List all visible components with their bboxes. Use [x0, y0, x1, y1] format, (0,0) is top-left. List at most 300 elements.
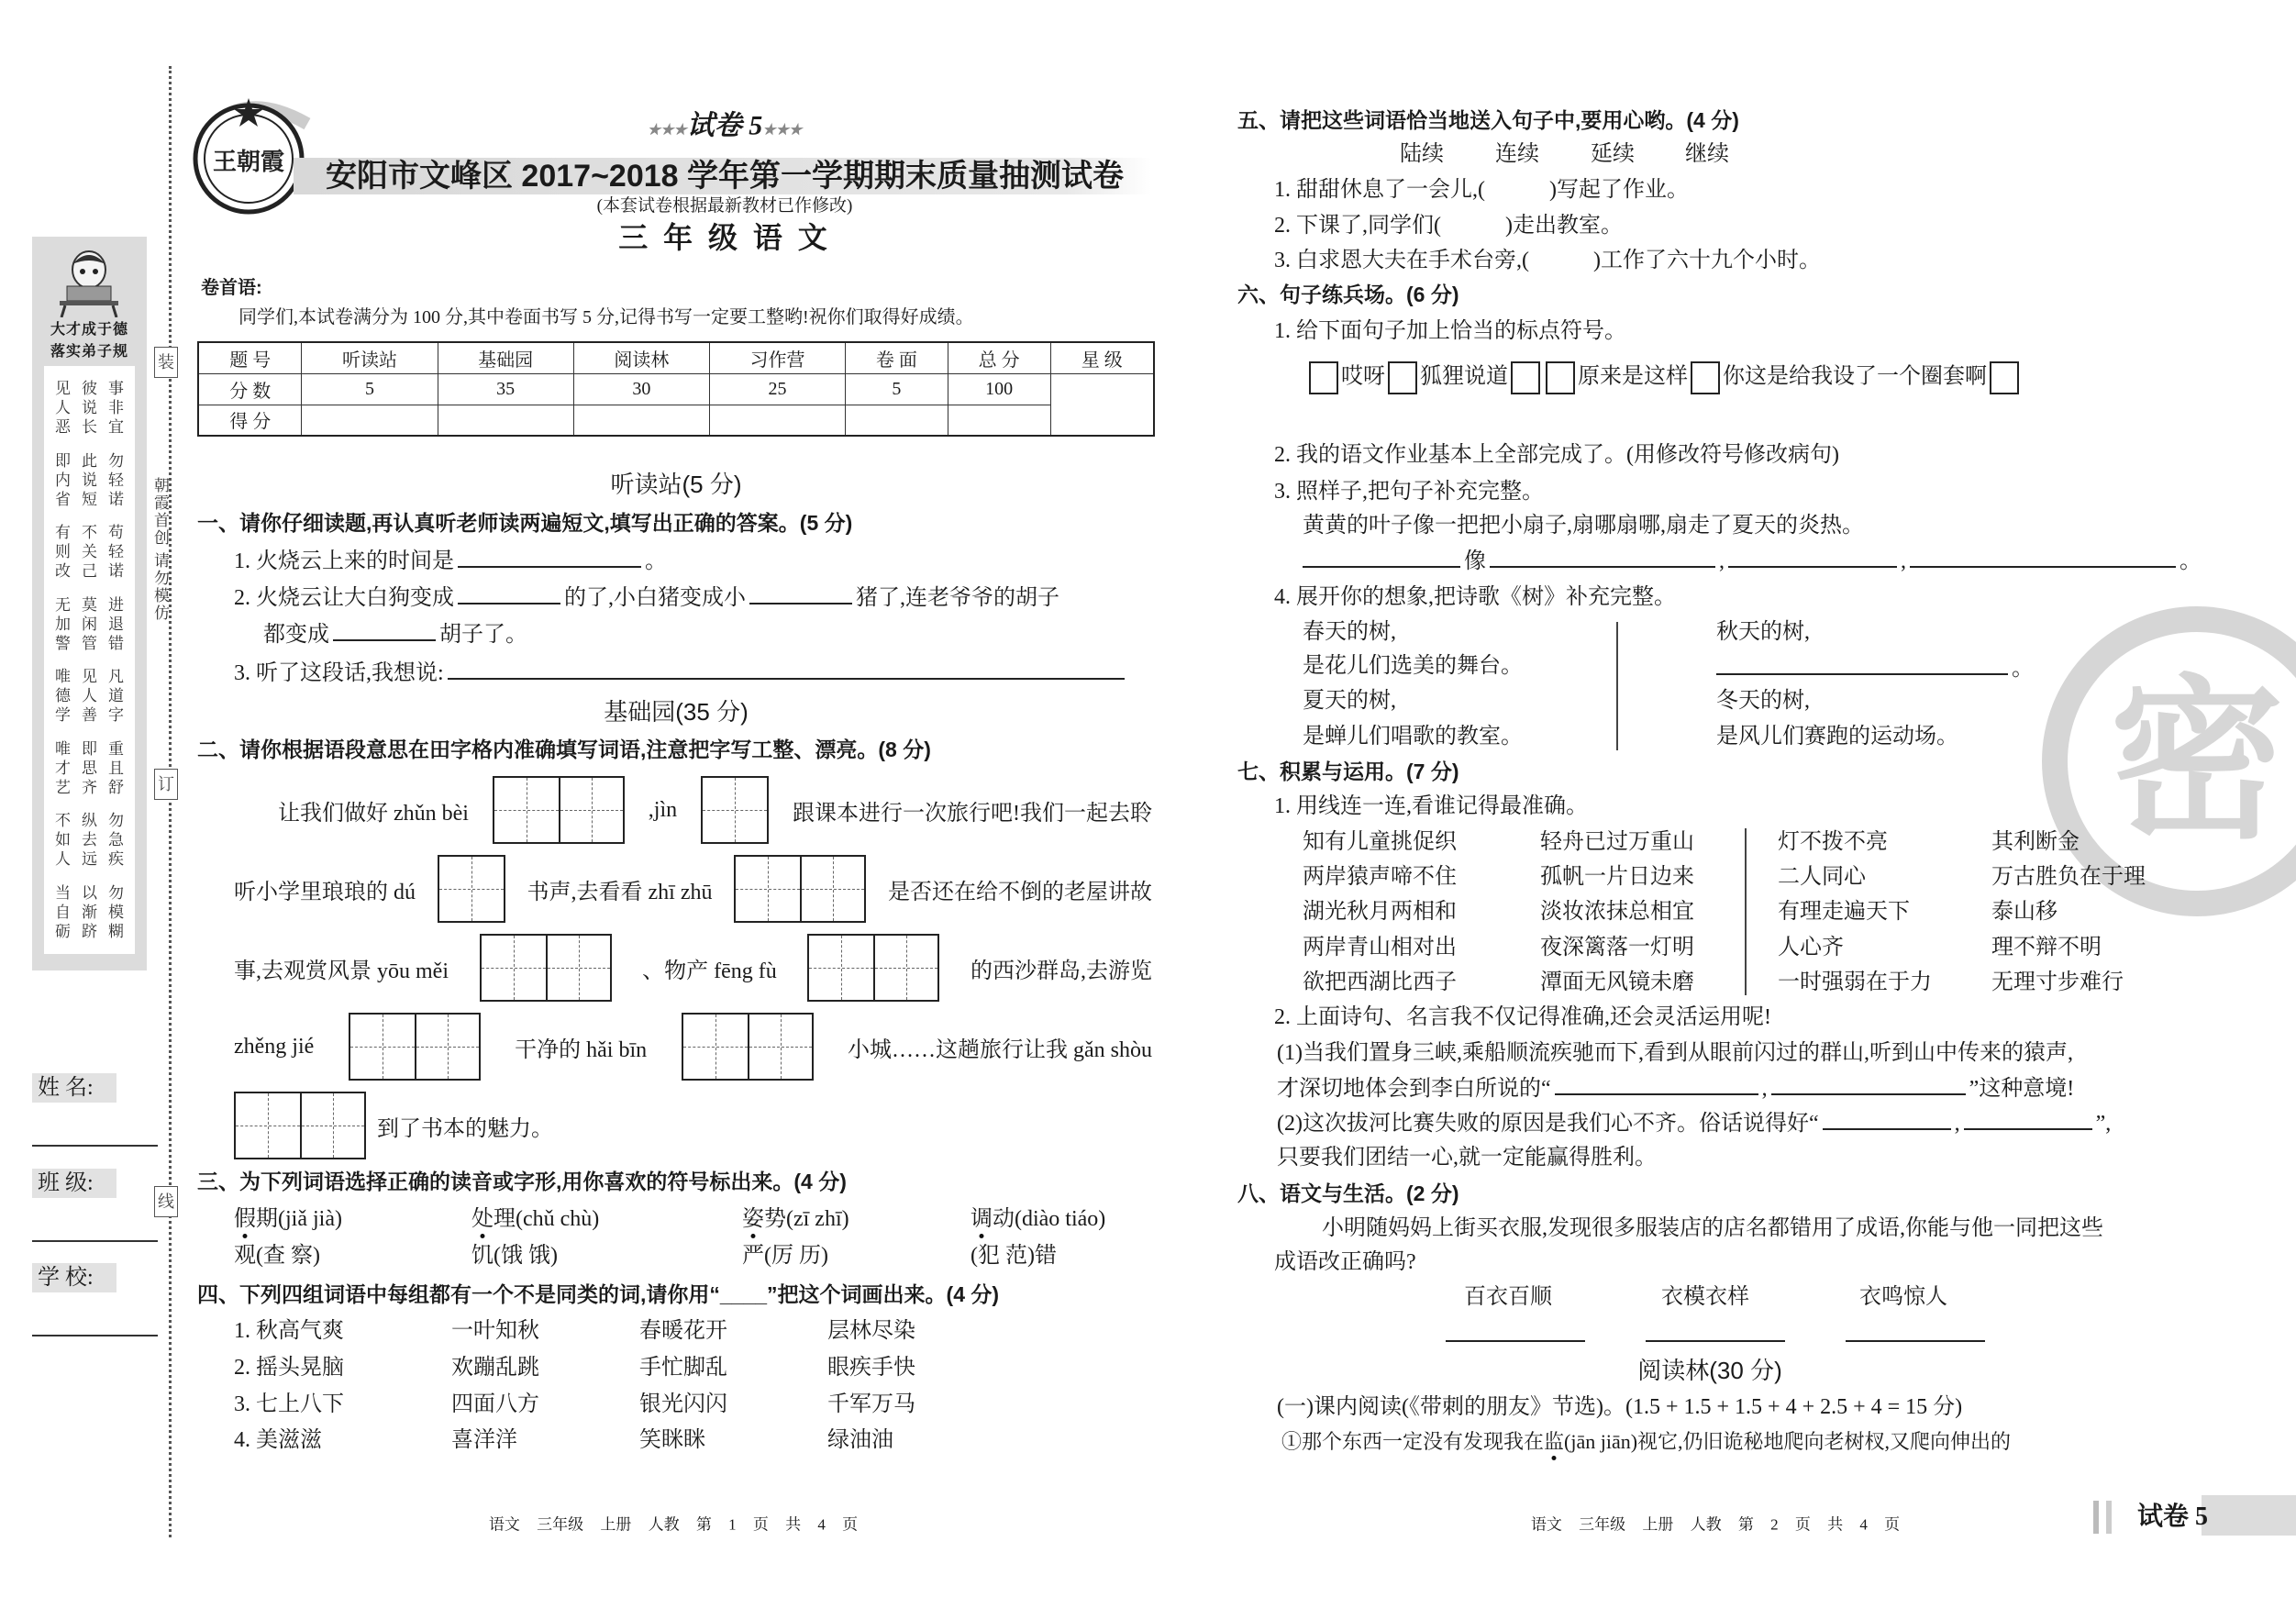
pinyin-choice[interactable]: 期(jiǎ jià) — [256, 1207, 342, 1231]
poem-line: 夏天的树, — [1303, 689, 1396, 713]
word-option: 继续 — [1685, 142, 1729, 166]
question-text: 小明随妈妈上街买衣服,发现很多服装店的店名都错用了成语,你能与他一同把这些 — [1322, 1216, 2103, 1240]
word-item[interactable]: 笑眯眯 — [639, 1428, 705, 1452]
match-item[interactable]: 轻舟已过万重山 — [1540, 830, 1694, 854]
match-item[interactable]: 知有儿童挑促织 — [1303, 830, 1457, 854]
stars-icon: ★★★ — [762, 122, 803, 139]
question-text: 。 — [645, 549, 667, 573]
tianzige-row — [234, 934, 1152, 1002]
verse-char: 纵 — [82, 812, 97, 830]
question-text: 1. 用线连一连,看谁记得最准确。 — [1274, 794, 1588, 818]
word-option: 延续 — [1591, 142, 1635, 166]
copyright-notice: 朝霞首创 请勿模仿 — [151, 477, 169, 623]
word-option: 陆续 — [1400, 142, 1444, 166]
verse-char: 远 — [82, 850, 97, 869]
divider — [1616, 622, 1618, 750]
question-text: 成语改正确吗? — [1274, 1250, 1416, 1274]
tianzige-row — [278, 776, 1152, 844]
sentence-fragment: 原来是这样 — [1578, 364, 1688, 389]
match-item[interactable]: 欲把西湖比西子 — [1303, 970, 1457, 994]
question-text: 3. 听了这段话,我想说: — [234, 661, 444, 685]
verse-char: 改 — [55, 562, 71, 581]
section-title: 听读站(5 分) — [610, 471, 742, 498]
series-label: 试卷 5 — [686, 110, 763, 141]
answer-blank[interactable] — [1646, 1340, 1785, 1342]
question-text: 4. 展开你的想象,把诗歌《树》补充完整。 — [1274, 585, 1676, 609]
table-header: 基础园 — [438, 342, 573, 373]
binding-mark: 订 — [154, 769, 178, 800]
poem-line: 是花儿们选美的舞台。 — [1303, 654, 1523, 678]
question-heading: 二、请你根据语段意思在田字格内准确填写词语,注意把字写工整、漂亮。(8 分) — [197, 738, 931, 761]
tianzige-box[interactable] — [493, 776, 625, 844]
verse-char: 思 — [82, 759, 97, 777]
table-cell: 得 分 — [198, 405, 302, 436]
score-input[interactable] — [438, 405, 573, 436]
verse-char: 即 — [82, 739, 97, 758]
question-heading: 六、句子练兵场。(6 分) — [1237, 283, 1459, 306]
question-text: 猪了,连老爷爷的胡子 — [856, 586, 1059, 610]
table-header: 星 级 — [1050, 342, 1154, 373]
punctuation-box[interactable] — [1388, 361, 1417, 394]
table-cell: 35 — [438, 373, 573, 405]
verse-group — [50, 667, 129, 725]
sidebar-motto: 大才成于德 — [50, 322, 128, 338]
answer-blank[interactable] — [1303, 546, 1460, 568]
dotted-char: 姿 — [742, 1207, 764, 1231]
question-heading: 七、积累与运用。(7 分) — [1237, 760, 1459, 783]
punctuation-box[interactable] — [1511, 361, 1540, 394]
word-option: 连续 — [1495, 142, 1539, 166]
match-item[interactable]: 潭面无风镜未磨 — [1540, 970, 1694, 994]
question-text: )写起了作业。 — [1544, 178, 1689, 202]
match-item[interactable]: 无理寸步难行 — [1991, 970, 2124, 994]
verse-char: 加 — [55, 615, 71, 633]
sentence-fragment: 的西沙群岛,去游览 — [970, 959, 1152, 983]
score-table — [197, 341, 1155, 437]
tianzige-row — [234, 1092, 553, 1159]
exam-note: (本套试卷根据最新教材已作修改) — [596, 196, 853, 216]
verse-char: 关 — [82, 543, 97, 561]
tianzige-row — [234, 855, 1152, 923]
verse-char: 跻 — [82, 922, 97, 940]
table-header: 总 分 — [948, 342, 1050, 373]
verse-char: 勿 — [108, 812, 124, 830]
match-item[interactable]: 湖光秋月两相和 — [1303, 900, 1457, 924]
verse-char: 去 — [82, 831, 97, 849]
sentence-fragment: 狐狸说道 — [1420, 364, 1508, 389]
question-text: (2)这次拔河比赛失败的原因是我们心不齐。俗话说得好“ — [1277, 1112, 1819, 1136]
question-text: )走出教室。 — [1500, 214, 1623, 238]
logo-text: 王朝霞 — [212, 149, 285, 175]
answer-blank[interactable] — [1446, 1340, 1585, 1342]
dotted-char: 假 — [234, 1207, 256, 1231]
verse-group — [50, 883, 129, 941]
score-input[interactable] — [709, 405, 845, 436]
table-header: 卷 面 — [846, 342, 948, 373]
question-heading: 五、请把这些词语恰当地送入句子中,要用心哟。(4 分) — [1237, 108, 1739, 132]
table-row — [198, 405, 1154, 436]
answer-blank[interactable] — [458, 546, 641, 568]
verse-char: 进 — [108, 595, 124, 614]
sentence-fragment: 、物产 fēng fù — [642, 959, 777, 983]
verse-char: 德 — [55, 687, 71, 705]
intro-text: 同学们,本试卷满分为 100 分,其中卷面书写 5 分,记得书写一定要工整哟!祝你们取得好成绩。 — [238, 307, 974, 327]
sentence-fragment: 你这是给我设了一个圈套啊 — [1723, 364, 1987, 389]
question-text: 都变成 — [263, 623, 329, 647]
match-item[interactable]: 孤帆一片日边来 — [1540, 865, 1694, 889]
answer-blank[interactable] — [749, 582, 852, 604]
char-choice[interactable]: 观(查 察) — [234, 1244, 320, 1268]
wrong-idiom: 百衣百顺 — [1464, 1285, 1552, 1309]
star-grade-cell[interactable] — [1050, 373, 1154, 436]
answer-blank[interactable] — [1490, 546, 1715, 568]
verse-char: 渐 — [82, 903, 97, 921]
word-item[interactable]: 3. 七上八下 — [234, 1392, 344, 1416]
word-item[interactable]: 银光闪闪 — [639, 1392, 727, 1416]
match-item[interactable]: 万古胜负在于理 — [1991, 865, 2146, 889]
name-field[interactable] — [32, 1145, 158, 1147]
question-heading: 一、请你仔细读题,再认真听老师读两遍短文,填写出正确的答案。(5 分) — [197, 511, 853, 535]
verse-char: 恶 — [55, 418, 71, 436]
binding-dotted-line — [169, 66, 172, 1537]
verse-char: 长 — [82, 418, 97, 436]
question-text: ”这种意境! — [1969, 1077, 2075, 1101]
verse-char: 人 — [82, 687, 97, 705]
verse-group — [50, 451, 129, 509]
answer-blank[interactable] — [1910, 546, 2176, 568]
match-item[interactable]: 两岸青山相对出 — [1303, 936, 1457, 959]
pinyin-choice[interactable]: 势(zī zhī) — [764, 1207, 849, 1231]
verse-char: 且 — [108, 759, 124, 777]
match-item[interactable]: 灯不拨不亮 — [1778, 830, 1888, 854]
verse-char: 齐 — [82, 778, 97, 796]
word-item[interactable]: 四面八方 — [451, 1392, 539, 1416]
poem-line: 春天的树, — [1303, 620, 1396, 644]
match-item[interactable]: 理不辩不明 — [1991, 936, 2102, 959]
question-text: 1. 甜甜休息了一会儿,( — [1274, 178, 1485, 202]
verse-char: 此 — [82, 451, 97, 470]
word-item[interactable]: 层林尽染 — [827, 1319, 915, 1343]
verse-char: 管 — [82, 634, 97, 652]
word-item[interactable]: 一叶知秋 — [451, 1319, 539, 1343]
reading-text: ①那个东西一定没有发现我在 — [1281, 1430, 1545, 1453]
score-input[interactable] — [573, 405, 709, 436]
punctuation-box[interactable] — [1546, 361, 1575, 394]
question-text: 2. 上面诗句、名言我不仅记得准确,还会灵活运用呢! — [1274, 1005, 1771, 1029]
verse-char: 凡 — [108, 668, 124, 686]
table-cell: 5 — [846, 373, 948, 405]
sentence-fragment: 书声,去看看 zhī zhū — [527, 880, 713, 904]
verse-char: 唯 — [55, 739, 71, 758]
match-item[interactable]: 夜深篱落一灯明 — [1540, 936, 1694, 959]
tianzige-box[interactable] — [807, 934, 939, 1002]
answer-blank[interactable] — [1964, 1108, 2092, 1130]
badge-block — [2202, 1495, 2296, 1536]
question-item — [234, 546, 667, 575]
match-item[interactable]: 两岸猿声啼不住 — [1303, 865, 1457, 889]
verse-group — [50, 739, 129, 797]
verse-char: 诺 — [108, 490, 124, 508]
answer-blank[interactable] — [1728, 546, 1897, 568]
sidebar-panel — [32, 237, 147, 970]
verse-char: 无 — [55, 595, 71, 614]
verse-group — [50, 811, 129, 869]
pinyin-choice[interactable]: 理(chǔ chù) — [494, 1207, 600, 1231]
score-input[interactable] — [846, 405, 948, 436]
verse-char: 见 — [82, 668, 97, 686]
page-footer: 语文 三年级 上册 人教 第 1 页 共 4 页 — [488, 1515, 859, 1534]
svg-text:密: 密 — [2109, 667, 2285, 859]
word-item[interactable]: 喜洋洋 — [451, 1428, 517, 1452]
question-item — [263, 619, 527, 649]
answer-blank[interactable] — [1846, 1340, 1985, 1342]
poem-line: 是蝉儿们唱歌的教室。 — [1303, 725, 1523, 749]
sample-sentence: 黄黄的叶子像一把把小扇子,扇哪扇哪,扇走了夏天的炎热。 — [1303, 514, 1864, 538]
question-item — [234, 658, 1128, 687]
verse-char: 当 — [55, 883, 71, 902]
sentence-fragment: zhěng jié — [234, 1034, 315, 1059]
question-text: ”, — [2095, 1112, 2112, 1136]
pinyin-choice[interactable]: 动(diào tiáo) — [993, 1207, 1106, 1231]
verse-char: 艺 — [55, 778, 71, 796]
tianzige-box[interactable] — [349, 1013, 481, 1081]
match-item[interactable]: 人心齐 — [1778, 936, 1844, 959]
verse-char: 说 — [82, 399, 97, 416]
page-footer: 语文 三年级 上册 人教 第 2 页 共 4 页 — [1530, 1515, 1901, 1534]
punctuation-box[interactable] — [1990, 361, 2019, 394]
tianzige-box[interactable] — [234, 1092, 366, 1159]
paper-series — [647, 110, 803, 145]
verse-char: 模 — [108, 903, 124, 921]
verse-char: 重 — [108, 739, 124, 758]
divider — [1745, 828, 1747, 995]
question-text: )工作了六十九个小时。 — [1588, 249, 1821, 272]
answer-blank[interactable] — [448, 658, 1125, 680]
verse-char: 有 — [55, 524, 71, 542]
word-item[interactable]: 4. 美滋滋 — [234, 1428, 322, 1452]
match-item[interactable]: 有理走遍天下 — [1778, 900, 1910, 924]
section-title: 阅读林(30 分) — [1637, 1357, 1782, 1384]
verse-char: 勿 — [108, 883, 124, 902]
word-item[interactable]: 春暖花开 — [639, 1319, 727, 1343]
punctuation-box[interactable] — [1309, 361, 1338, 394]
section-title: 基础园(35 分) — [604, 698, 749, 726]
verse-char: 宜 — [108, 418, 124, 436]
question-text: 1. 给下面句子加上恰当的标点符号。 — [1274, 319, 1626, 343]
class-field[interactable] — [32, 1240, 158, 1242]
paper-badge: 试卷 5 — [2137, 1503, 2209, 1531]
question-text: 2. 我的语文作业基本上全部完成了。(用修改符号修改病句) — [1274, 443, 1839, 467]
verse-char: 说 — [82, 471, 97, 489]
verse-char: 即 — [55, 451, 71, 470]
word-item[interactable]: 绿油油 — [827, 1428, 893, 1452]
verse-char: 急 — [108, 831, 124, 849]
verse-char: 错 — [108, 634, 124, 652]
answer-blank[interactable] — [1555, 1073, 1758, 1095]
verse-char: 闲 — [82, 615, 97, 633]
wrong-idiom: 衣鸣惊人 — [1859, 1285, 1947, 1309]
sentence-fragment: 听小学里琅琅的 dú — [234, 880, 416, 904]
binding-mark: 线 — [154, 1186, 178, 1217]
verse-char: 糊 — [108, 922, 124, 940]
reading-heading: (一)课内阅读(《带刺的朋友》节选)。(1.5 + 1.5 + 1.5 + 4 + 2.5 + 4 = 15 分) — [1277, 1395, 1963, 1419]
table-row — [198, 373, 1154, 405]
question-text: 胡子了。 — [439, 623, 527, 647]
match-item[interactable]: 其利断金 — [1991, 830, 2080, 854]
verse-char: 轻 — [108, 471, 124, 489]
table-cell: 分 数 — [198, 373, 302, 405]
char-choice[interactable]: 严(厉 历) — [742, 1244, 828, 1268]
verse-char: 人 — [55, 850, 71, 869]
sentence-fragment: 让我们做好 zhǔn bèi — [278, 801, 469, 826]
table-header: 听读站 — [302, 342, 438, 373]
verse-char: 警 — [55, 634, 71, 652]
verse-char: 诺 — [108, 562, 124, 581]
class-label: 班 级: — [32, 1169, 116, 1198]
word-item[interactable]: 眼疾手快 — [827, 1356, 915, 1380]
char-choice[interactable]: (犯 范)错 — [971, 1244, 1057, 1268]
binding-mark: 装 — [154, 347, 178, 378]
answer-blank[interactable] — [1771, 1073, 1966, 1095]
verse-char: 砺 — [55, 922, 71, 940]
word-item[interactable]: 1. 秋高气爽 — [234, 1319, 344, 1343]
dotted-char: 调 — [971, 1207, 993, 1231]
verse-char: 自 — [55, 903, 71, 921]
sidebar-motto: 落实弟子规 — [50, 344, 128, 360]
verse-char: 善 — [82, 706, 97, 725]
word-item[interactable]: 2. 摇头晃脑 — [234, 1356, 344, 1380]
question-text: 2. 火烧云让大白狗变成 — [234, 586, 454, 610]
match-item[interactable]: 二人同心 — [1778, 865, 1866, 889]
wrong-idiom: 衣模衣样 — [1661, 1285, 1749, 1309]
subject-title: 三 年 级 语 文 — [618, 221, 831, 254]
verse-char: 事 — [108, 380, 124, 397]
verse-char: 才 — [55, 759, 71, 777]
sentence-fragment: 跟课本进行一次旅行吧!我们一起去聆 — [792, 801, 1152, 826]
tianzige-box[interactable] — [734, 855, 866, 923]
score-input[interactable] — [948, 405, 1050, 436]
score-input[interactable] — [302, 405, 438, 436]
match-item[interactable]: 一时强弱在于力 — [1778, 970, 1932, 994]
match-item[interactable]: 泰山移 — [1991, 900, 2058, 924]
verse-char: 舒 — [108, 778, 124, 796]
punctuation-sentence — [1306, 361, 2022, 394]
question-text: 3. 照样子,把句子补充完整。 — [1274, 480, 1544, 504]
tianzige-row — [234, 1013, 1152, 1081]
exam-title: 安阳市文峰区 2017~2018 学年第一学期期末质量抽测试卷 — [325, 159, 1125, 194]
verse-group — [50, 523, 129, 581]
verse-char: 勿 — [108, 451, 124, 470]
table-header: 习作营 — [709, 342, 845, 373]
verse-char: 唯 — [55, 668, 71, 686]
verse-char: 内 — [55, 471, 71, 489]
verse-char: 见 — [55, 380, 71, 397]
word-item[interactable]: 手忙脚乱 — [639, 1356, 727, 1380]
question-heading: 四、下列四组词语中每组都有一个不是同类的词,请你用“____”把这个词画出来。(4 分) — [197, 1282, 1000, 1306]
question-text: 1. 火烧云上来的时间是 — [234, 549, 454, 573]
question-text: (1)当我们置身三峡,乘船顺流疾驰而下,看到从眼前闪过的群山,听到山中传来的猿声, — [1277, 1041, 2073, 1065]
tianzige-box[interactable] — [701, 776, 769, 844]
verse-char: 退 — [108, 615, 124, 633]
sentence-fragment: ,jìn — [648, 797, 678, 822]
verse-char: 不 — [55, 812, 71, 830]
answer-blank[interactable] — [458, 582, 560, 604]
dotted-char: 监 — [1544, 1430, 1565, 1453]
question-heading: 三、为下列词语选择正确的读音或字形,用你喜欢的符号标出来。(4 分) — [197, 1170, 847, 1193]
verse-char: 人 — [55, 399, 71, 416]
table-cell: 100 — [948, 373, 1050, 405]
verse-char: 己 — [82, 562, 97, 581]
question-heading: 八、语文与生活。(2 分) — [1237, 1181, 1459, 1205]
verse-char: 字 — [108, 706, 124, 725]
answer-blank[interactable] — [1823, 1108, 1951, 1130]
sentence-fragment: 哎呀 — [1341, 364, 1385, 389]
question-item — [234, 582, 1059, 612]
verse-char: 以 — [82, 883, 97, 902]
school-field[interactable] — [32, 1335, 158, 1336]
verse-char: 学 — [55, 706, 71, 725]
question-text: 像 — [1464, 549, 1486, 573]
table-header: 题 号 — [198, 342, 302, 373]
tianzige-box[interactable] — [438, 855, 505, 923]
table-row — [198, 342, 1154, 373]
verse-char: 不 — [82, 524, 97, 542]
verse-char: 如 — [55, 831, 71, 849]
sentence-fragment: 是否还在给不倒的老屋讲故 — [887, 880, 1152, 904]
verse-char: 苟 — [108, 524, 124, 542]
answer-blank[interactable] — [1716, 653, 2008, 675]
sidebar-verses — [44, 366, 135, 954]
char-choice[interactable]: 饥(饿 饿) — [471, 1244, 558, 1268]
verse-char: 短 — [82, 490, 97, 508]
tianzige-box[interactable] — [480, 934, 612, 1002]
question-text: 的了,小白猪变成小 — [564, 586, 746, 610]
table-cell: 30 — [573, 373, 709, 405]
punctuation-box[interactable] — [1691, 361, 1720, 394]
tianzige-box[interactable] — [682, 1013, 814, 1081]
verse-char: 疾 — [108, 850, 124, 869]
verse-char: 则 — [55, 543, 71, 561]
table-cell: 25 — [709, 373, 845, 405]
table-cell: 5 — [302, 373, 438, 405]
verse-group — [50, 595, 129, 653]
answer-blank[interactable] — [333, 619, 436, 641]
word-item[interactable]: 欢蹦乱跳 — [451, 1356, 539, 1380]
question-text: 只要我们团结一心,就一定能赢得胜利。 — [1277, 1146, 1657, 1170]
poem-line: 是风儿们赛跑的运动场。 — [1716, 725, 1958, 749]
sentence-fragment: 干净的 hǎi bīn — [515, 1037, 648, 1062]
verse-char: 省 — [55, 490, 71, 508]
sentence-fragment: 到了书本的魅力。 — [377, 1116, 553, 1141]
sentence-fragment: 小城……这趟旅行让我 gǎn shòu — [847, 1037, 1152, 1062]
stars-icon: ★★★ — [647, 122, 687, 139]
verse-char: 莫 — [82, 595, 97, 614]
poem-line: 冬天的树, — [1716, 689, 1810, 713]
poem-line: 秋天的树, — [1716, 620, 1810, 644]
word-item[interactable]: 千军万马 — [827, 1392, 915, 1416]
match-item[interactable]: 淡妆浓抹总相宜 — [1540, 900, 1694, 924]
verse-char: 道 — [108, 687, 124, 705]
verse-char: 非 — [108, 399, 124, 416]
school-label: 学 校: — [32, 1263, 116, 1292]
dotted-char: 处 — [471, 1207, 494, 1231]
table-header: 阅读林 — [573, 342, 709, 373]
student-illustration-icon — [52, 244, 126, 317]
pinyin-choice[interactable]: (jān jiān)视它,仍旧诡秘地爬向老树杈,又爬向伸出的 — [1564, 1430, 2012, 1453]
verse-char: 轻 — [108, 543, 124, 561]
verse-char: 彼 — [82, 380, 97, 397]
sentence-fragment: 事,去观赏风景 yōu měi — [234, 959, 449, 983]
